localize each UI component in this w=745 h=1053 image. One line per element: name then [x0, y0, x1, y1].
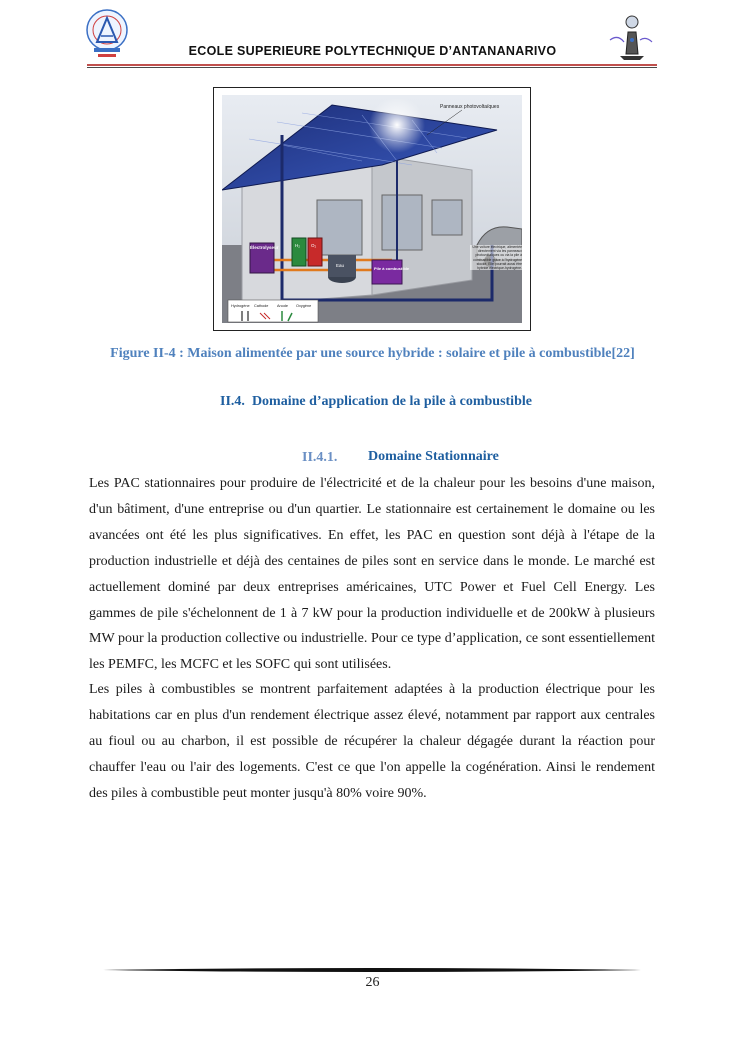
- label-panels: Panneaux photovoltaïques: [440, 104, 500, 110]
- body-paragraph-1: Les PAC stationnaires pour produire de l'électricité et de la chaleur pour les besoins d'une maison, d'un bâtiment, d'une entreprise ou d'un quartier. Le stationnaire est certainement le domaine ou les avancées ont été les plus significatives. En effet, les PAC en question sont déjà à l'étape de la production industrielle et déjà des centaines de piles sont en service dans le monde. Le marché est actuellement dominé par deux entreprises américaines, UTC Power et Fuel Cell Energy. Les gammes de pile s'échelonnent de 1 à 7 kW pour la production individuelle et de 200kW à plusieurs MW pour la production collective ou industrielle. Pour ce type d’application, ce sont essentiellement les PEMFC, les MCFC et les SOFC qui sont utilisées.: [89, 476, 655, 673]
- section-title: Domaine d’application de la pile à combustible: [251, 394, 532, 409]
- label-o2: O₂: [311, 243, 317, 248]
- header-school-name: ECOLE SUPERIEURE POLYTECHNIQUE D’ANTANANARIVO: [188, 44, 557, 58]
- section-heading: [0, 394, 745, 410]
- body-paragraph-2: Les piles à combustibles se montrent parfaitement adaptées à la production électrique pour les habitations car en plus d'un rendement électrique assez élevé, notamment par rapport aux centrales au fioul ou au charbon, il est possible de récupérer la chaleur dégagée durant la réaction pour chauffer l'eau ou l'air des logements. C'est ce que l'on appelle la cogénération. Ainsi le rendement des piles à combustible peut monter jusqu'à 80% voire 90%.: [89, 682, 655, 801]
- header-rule-red: [87, 64, 657, 66]
- figure-caption: Figure II-4 : Maison alimentée par une source hybride : solaire et pile à combustible[22]: [110, 346, 635, 361]
- figure-frame: [213, 87, 531, 331]
- page-number: 26: [365, 975, 380, 990]
- footer-rule: [103, 966, 641, 974]
- label-eau: Eau: [336, 263, 345, 268]
- legend-hydrogene: Hydrogène: [231, 304, 250, 308]
- label-h2: H₂: [295, 243, 300, 248]
- legend-oxygene: Oxygène: [296, 304, 312, 308]
- hybrid-house-illustration: [222, 95, 522, 323]
- section-number: II.4.: [220, 394, 245, 409]
- legend-anode: Anode: [277, 304, 288, 308]
- label-side-note: Une voiture électrique, alimentée directement via les panneaux photovoltaïques ou via la pile à combustible grâce à l'hydrogène stocké. Elle pourrait aussi être hybride électrique-hydrogène.: [470, 245, 522, 270]
- header-rule-dark: [87, 67, 657, 68]
- subsection-number: II.4.1.: [302, 450, 338, 465]
- label-electrolyseur: Électrolyseur: [250, 245, 279, 250]
- subsection-title: Domaine Stationnaire: [368, 449, 499, 464]
- legend-cathode: Cathode: [254, 304, 269, 308]
- label-pile: Pile à combustible: [374, 266, 410, 271]
